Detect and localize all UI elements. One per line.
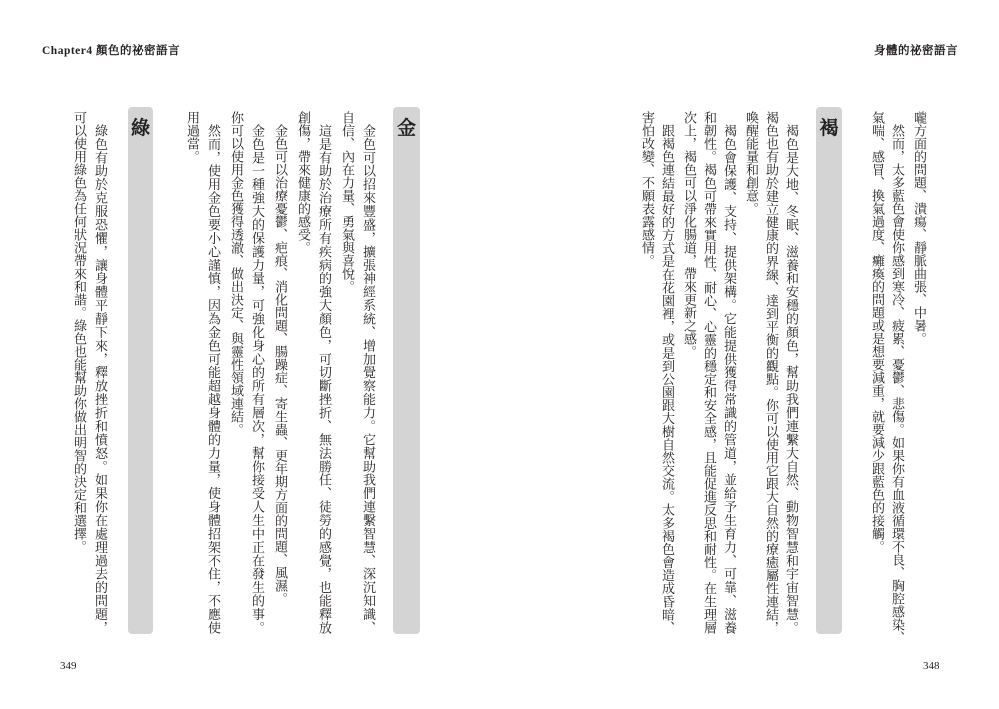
text-column: 害怕改變、不願表露感情。	[639, 111, 654, 267]
text-column: 綠色有助於克服恐懼，讓身體平靜下來，釋放挫折和憤怒。如果你在處理過去的問題，	[92, 124, 107, 634]
paragraph	[678, 111, 738, 634]
page-number-left: 349	[60, 660, 77, 672]
text-column: 嚨方面的問題、潰瘍、靜脈曲張、中暑。	[911, 111, 926, 345]
text-column: 這是有助於治療所有疾病的強大顏色，可切斷挫折、無法勝任、徒勞的感覺，也能釋放	[316, 124, 331, 634]
text-column: 褐色是大地、冬眠、滋養和安穩的顏色，幫助我們連繫大自然、動物智慧和宇宙智慧。	[783, 124, 798, 634]
section-text-green	[66, 111, 110, 634]
section-text-brown	[634, 111, 800, 634]
text-column: 氣喘、感冒、換氣過度、癱瘓的問題或是想要減重，就要減少跟藍色的接觸。	[869, 111, 884, 553]
continued-text-block	[864, 111, 928, 644]
paragraph	[269, 111, 290, 634]
paragraph	[636, 111, 676, 634]
paragraph	[336, 111, 378, 634]
text-column: 然而，使用金色要小心謹慎，因為金色可能超越身體的力量，使身體招架不住，不應使	[205, 124, 220, 634]
text-column: 金色是一種強大的保護力量，可強化身心的所有層次，幫你接受人生中正在發生的事。	[249, 124, 264, 634]
section-heading: 褐	[819, 117, 839, 139]
text-column: 褐色會保護、支持、提供架構。它能提供獲得常識的管道，並給予生育力、可靠、滋養	[721, 124, 736, 634]
text-column: 次上，褐色可以淨化腸道，帶來更新之感。	[681, 111, 696, 358]
text-column: 你可以使用金色獲得透澈、做出決定、與靈性領域連結。	[228, 111, 243, 436]
paragraph	[181, 111, 223, 634]
paragraph	[740, 111, 800, 634]
text-column: 和韌性。褐色可帶來實用性、耐心、心靈的穩定和安全感，且能促進反思和耐性。在生理層	[701, 111, 716, 634]
running-header-right: 身體的祕密語言	[874, 45, 958, 57]
text-column: 可以使用綠色為任何狀況帶來和諧。綠色也能幫助你做出明智的決定和選擇。	[71, 111, 86, 553]
running-header-left: Chapter4 顏色的祕密語言	[42, 45, 181, 57]
paragraph	[292, 111, 334, 634]
text-column: 用過當。	[184, 111, 199, 163]
section-text-gold	[179, 111, 378, 634]
text-column: 喚醒能量和創意。	[743, 111, 758, 215]
text-column: 跟褐色連結最好的方式是在花園裡，或是到公園跟大樹自然交流。太多褐色會造成昏暗、	[659, 124, 674, 634]
section-heading: 金	[396, 117, 416, 139]
section-heading-tab-gold	[393, 107, 420, 634]
page-number-right: 348	[923, 660, 940, 672]
paragraph	[866, 111, 906, 644]
text-column: 自信、內在力量、勇氣與喜悅。	[339, 111, 354, 293]
text-column: 創傷，帶來健康的感受。	[295, 111, 310, 254]
section-heading-tab-brown	[816, 107, 842, 634]
text-column: 金色可以招來豐盛，擴張神經系統、增加覺察能力。它幫助我們連繫智慧、深沉知識、	[360, 124, 375, 634]
section-heading: 綠	[130, 117, 150, 139]
text-column: 然而，太多藍色會使你感到寒冷、疲累、憂鬱、悲傷。如果你有血液循環不良、胸腔感染、	[889, 124, 904, 644]
section-heading-tab-green	[128, 107, 153, 634]
paragraph	[68, 111, 110, 634]
paragraph	[225, 111, 267, 634]
paragraph	[908, 111, 928, 634]
text-column: 金色可以治療憂鬱、疤痕、消化問題、腸躁症、寄生蟲、更年期方面的問題、風濕。	[272, 124, 287, 605]
text-column: 褐色也有助於建立健康的界線、達到平衡的觀點。你可以使用它跟大自然的療癒屬性連結，	[763, 111, 778, 634]
